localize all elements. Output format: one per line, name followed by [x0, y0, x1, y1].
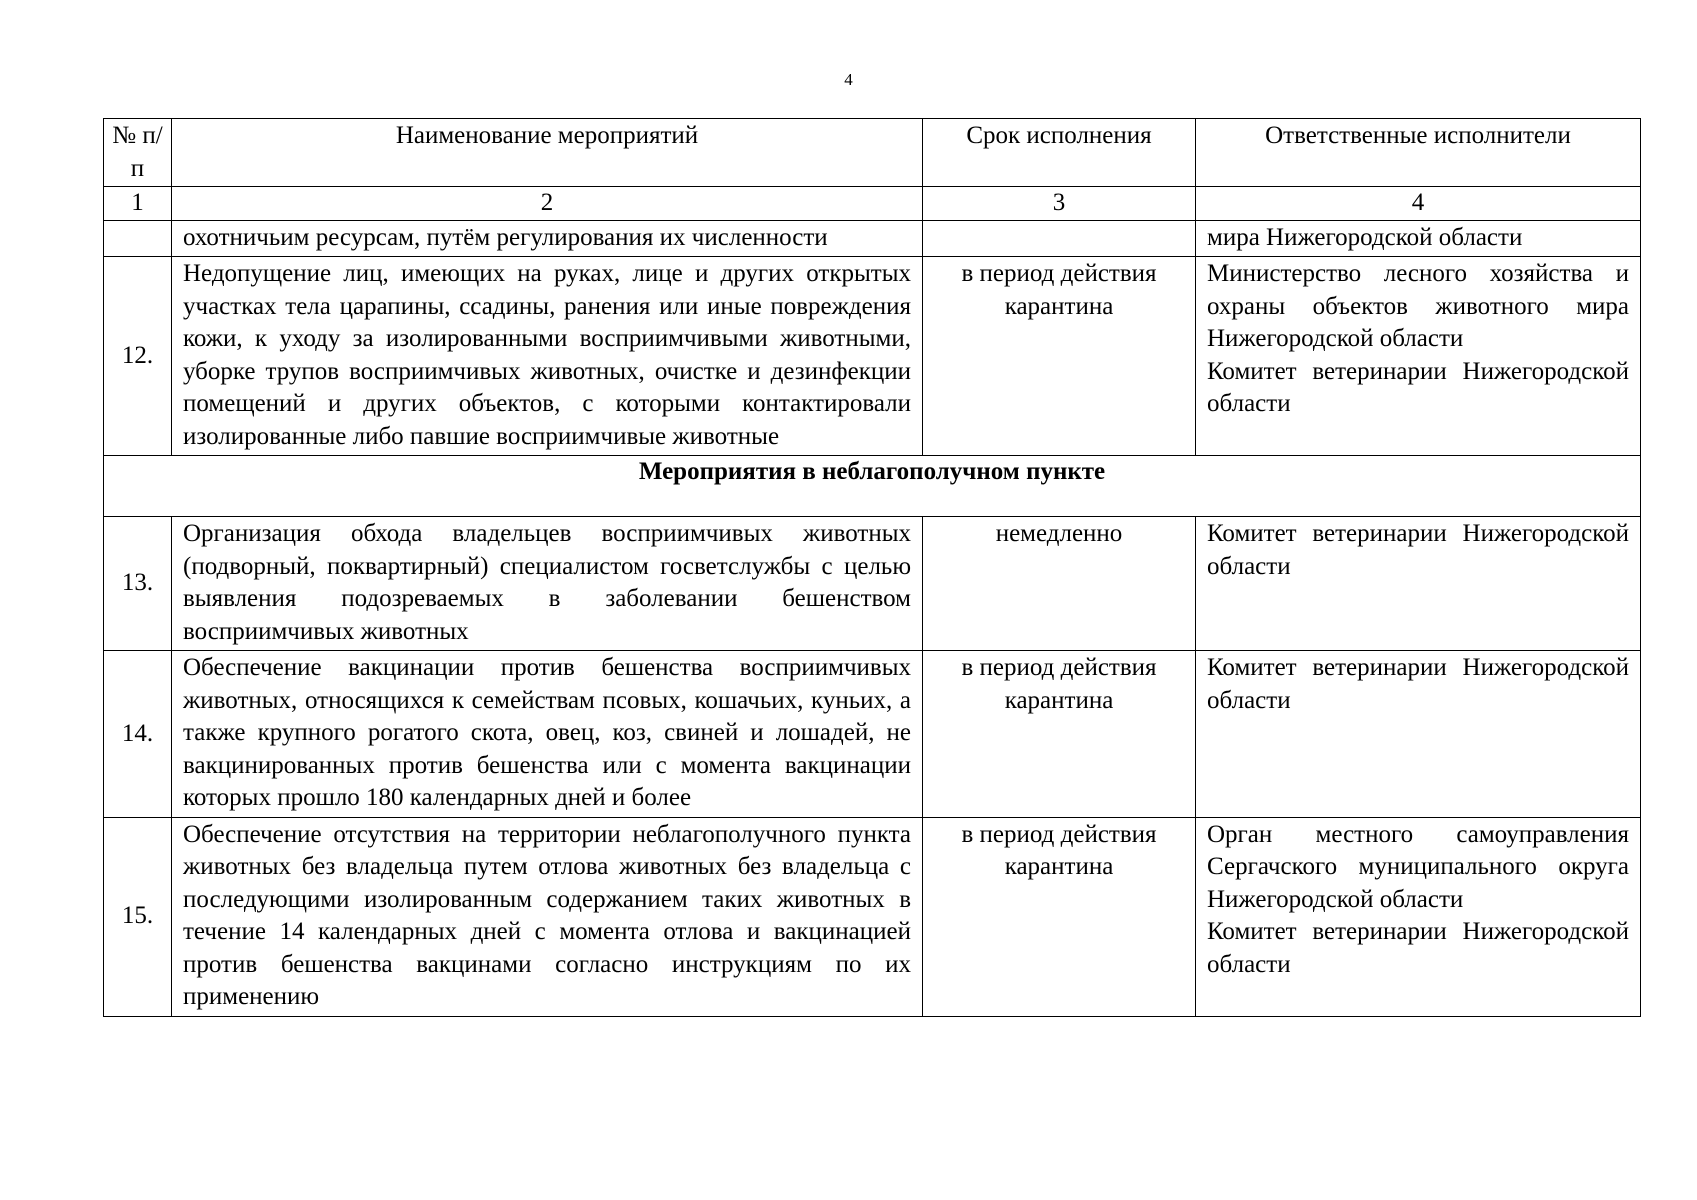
row-number: 15.	[104, 817, 172, 1016]
measure-text: Обеспечение отсутствия на территории неблагополучного пункта животных без владельца путем отлова животных без владельца с последующими изолированным содержанием таких животных в течение 14 календарных дней с момента отлова и вакцинацией против бешенства вакцинами согласно инструкциям по их применению	[172, 817, 923, 1016]
responsible-text: Комитет ветеринарии Нижегородской области	[1207, 654, 1629, 714]
responsible-text: Комитет ветеринарии Нижегородской области	[1207, 520, 1629, 580]
measure-text: Недопущение лиц, имеющих на руках, лице и других открытых участках тела царапины, ссадины, ранения или иные повреждения кожи, к уходу за изолированными восприимчивыми животными, уборке трупов восприимчивых животных, очистке и дезинфекции помещений и других объектов, с которыми контактировали изолированные либо павшие восприимчивые животные	[172, 257, 923, 456]
deadline-text: в период действия карантина	[923, 257, 1196, 456]
table-header-row	[104, 119, 1641, 187]
responsible-cell	[1196, 651, 1641, 818]
deadline-text: в период действия карантина	[923, 817, 1196, 1016]
measure-text: Организация обхода владельцев восприимчивых животных (подворный, поквартирный) специалистом госветслужбы с целью выявления подозреваемых в заболевании бешенством восприимчивых животных	[172, 517, 923, 651]
deadline-text: немедленно	[923, 517, 1196, 651]
header-deadline: Срок исполнения	[923, 119, 1196, 187]
responsible-text: Комитет ветеринарии Нижегородской области	[1207, 918, 1629, 978]
column-index-row	[104, 187, 1641, 221]
column-index: 4	[1196, 187, 1641, 221]
row-number: 14.	[104, 651, 172, 818]
deadline-text: в период действия карантина	[923, 651, 1196, 818]
row-number: 12.	[104, 257, 172, 456]
column-index: 1	[104, 187, 172, 221]
responsible-text: Комитет ветеринарии Нижегородской области	[1207, 357, 1629, 417]
row-number	[104, 220, 172, 257]
header-number: № п/п	[104, 119, 172, 187]
deadline-text	[923, 220, 1196, 257]
measure-text: Обеспечение вакцинации против бешенства восприимчивых животных, относящихся к семействам псовых, кошачьих, куньих, а также крупного рогатого скота, овец, коз, свиней и лошадей, не вакцинированных против бешенства или с момента вакцинации которых прошло 180 календарных дней и более	[172, 651, 923, 818]
table-row	[104, 651, 1641, 818]
page-number: 4	[844, 70, 853, 89]
row-number: 13.	[104, 517, 172, 651]
header-measure: Наименование мероприятий	[172, 119, 923, 187]
measure-text: охотничьим ресурсам, путём регулирования их численности	[172, 220, 923, 257]
responsible-cell	[1196, 517, 1641, 651]
column-index: 3	[923, 187, 1196, 221]
responsible-cell	[1196, 817, 1641, 1016]
section-row	[104, 456, 1641, 517]
column-index: 2	[172, 187, 923, 221]
measures-table	[103, 118, 1641, 1017]
table-row	[104, 817, 1641, 1016]
responsible-cell	[1196, 257, 1641, 456]
section-title: Мероприятия в неблагополучном пункте	[104, 456, 1641, 517]
responsible-text: Орган местного самоуправления Сергачского муниципального округа Нижегородской области	[1207, 820, 1629, 913]
table-row	[104, 257, 1641, 456]
header-responsible: Ответственные исполнители	[1196, 119, 1641, 187]
table-row-continued	[104, 220, 1641, 257]
responsible-text: Министерство лесного хозяйства и охраны объектов животного мира Нижегородской области	[1207, 260, 1629, 352]
responsible-text: мира Нижегородской области	[1196, 220, 1641, 257]
table-row	[104, 517, 1641, 651]
